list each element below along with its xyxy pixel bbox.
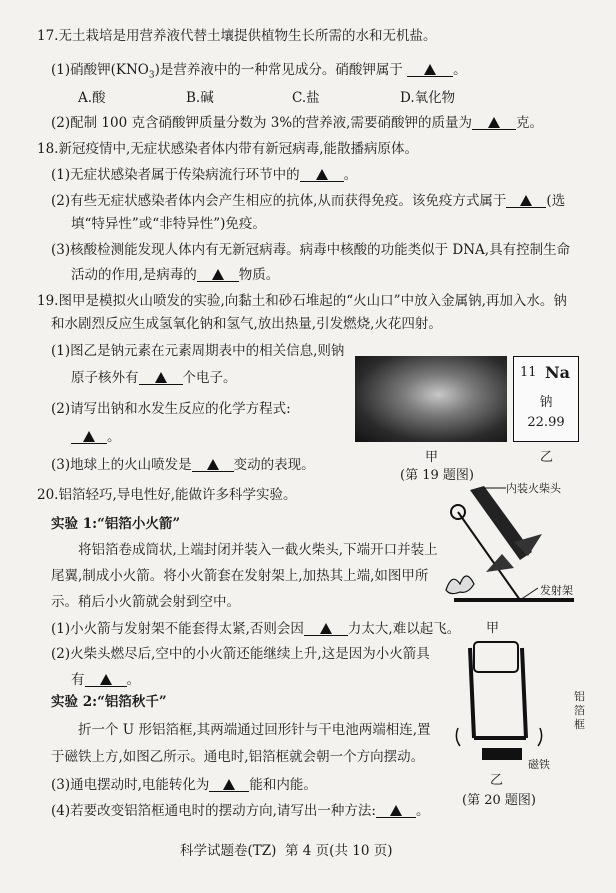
q17-option-b: B.碱 bbox=[186, 90, 214, 106]
answer-blank[interactable] bbox=[472, 114, 516, 130]
answer-blank[interactable] bbox=[197, 266, 239, 282]
answer-triangle-icon bbox=[520, 195, 532, 206]
answer-triangle-icon bbox=[83, 431, 95, 442]
q19-sub1-line2: 原子核外有 个电子。 bbox=[71, 370, 237, 386]
swing-arrow-icon bbox=[538, 728, 542, 746]
foil-frame-right bbox=[522, 648, 526, 738]
answer-triangle-icon bbox=[390, 805, 402, 816]
q18-sub3-line2: 活动的作用,是病毒的 物质。 bbox=[71, 267, 280, 283]
answer-triangle-icon bbox=[212, 269, 224, 280]
magnet bbox=[482, 748, 522, 760]
answer-triangle-icon bbox=[207, 459, 219, 470]
flame-icon bbox=[446, 576, 474, 594]
volcano-experiment-photo bbox=[355, 356, 507, 442]
q17-stem: 17.无土栽培是用营养液代替土壤提供植物生长所需的水和无机盐。 bbox=[37, 28, 437, 44]
q19-sub3: (3)地球上的火山喷发是 变动的表现。 bbox=[51, 457, 315, 473]
fig19-label-b: 乙 bbox=[540, 450, 554, 465]
answer-blank[interactable] bbox=[209, 776, 249, 792]
answer-triangle-icon bbox=[424, 64, 436, 75]
answer-blank[interactable] bbox=[71, 428, 107, 444]
q19-stem-line2: 和水剧烈反应生成氢氧化钠和氢气,放出热量,引发燃烧,火花四射。 bbox=[51, 316, 442, 332]
q17-sub2: (2)配制 100 克含硝酸钾质量分数为 3%的营养液,需要硝酸钾的质量为 克。 bbox=[51, 115, 543, 131]
q19-sub2-line1: (2)请写出钠和水发生反应的化学方程式: bbox=[51, 401, 291, 417]
foil-swing-diagram bbox=[452, 628, 572, 768]
fig20-label-launcher: 发射架 bbox=[540, 584, 573, 597]
q19-sub1-line1: (1)图乙是钠元素在元素周期表中的相关信息,则钠 bbox=[51, 343, 345, 359]
answer-blank[interactable] bbox=[304, 620, 348, 636]
atomic-mass: 22.99 bbox=[527, 415, 565, 430]
answer-triangle-icon bbox=[100, 674, 112, 685]
fig20-label-match-head: 内装火柴头 bbox=[506, 482, 561, 495]
q20-stem: 20.铝箔轻巧,导电性好,能做许多科学实验。 bbox=[37, 487, 297, 503]
q17-option-d: D.氧化物 bbox=[400, 90, 456, 106]
answer-triangle-icon bbox=[488, 117, 500, 128]
fig19-caption: (第 19 题图) bbox=[400, 468, 474, 483]
swing-arrow-icon bbox=[456, 728, 460, 746]
launcher-base bbox=[454, 598, 574, 602]
q20-sub2-line1: (2)火柴头燃尽后,空中的小火箭还能继续上升,这是因为小火箭具 bbox=[51, 646, 430, 662]
q20-exp1-line1: 将铝箔卷成筒状,上端封闭并装入一截火柴头,下端开口并装上 bbox=[78, 542, 438, 558]
q18-sub2-line1: (2)有些无症状感染者体内会产生相应的抗体,从而获得免疫。该免疫方式属于 (选 bbox=[51, 193, 566, 209]
q20-sub1: (1)小火箭与发射架不能套得太紧,否则会因 力太大,难以起飞。 bbox=[51, 621, 461, 637]
answer-triangle-icon bbox=[316, 169, 328, 180]
answer-blank[interactable] bbox=[407, 61, 453, 77]
q17-option-c: C.盐 bbox=[292, 90, 320, 106]
fig20-label-magnet: 磁铁 bbox=[528, 758, 550, 771]
fig20-label-a: 甲 bbox=[486, 621, 500, 636]
q20-sub3: (3)通电摆动时,电能转化为 能和内能。 bbox=[51, 777, 317, 793]
answer-blank[interactable] bbox=[85, 671, 127, 687]
fig20-label-foil-frame: 铝箔框 bbox=[574, 690, 585, 731]
fig19-label-a: 甲 bbox=[425, 450, 439, 465]
answer-triangle-icon bbox=[155, 372, 167, 383]
answer-blank[interactable] bbox=[192, 456, 234, 472]
q20-exp1-title: 实验 1:“铝箔小火箭” bbox=[51, 516, 181, 532]
q19-stem-line1: 19.图甲是模拟火山喷发的实验,向黏土和砂石堆起的“火山口”中放入金属钠,再加入水。钠 bbox=[37, 293, 567, 309]
q20-exp2-title: 实验 2:“铝箔秋千” bbox=[51, 694, 167, 710]
answer-blank[interactable] bbox=[376, 802, 416, 818]
q20-sub4: (4)若要改变铝箔框通电时的摆动方向,请写出一种方法: 。 bbox=[51, 803, 430, 819]
q18-stem: 18.新冠疫情中,无症状感染者体内带有新冠病毒,能散播病原体。 bbox=[37, 141, 419, 157]
q20-sub2-line2: 有 。 bbox=[71, 672, 140, 688]
q20-exp2-line2: 于磁铁上方,如图乙所示。通电时,铝箔框就会朝一个方向摆动。 bbox=[51, 749, 425, 765]
q20-exp1-line2: 尾翼,制成小火箭。将小火箭套在发射架上,加热其上端,如图甲所 bbox=[51, 568, 429, 584]
fig20-label-b: 乙 bbox=[490, 773, 504, 788]
element-name: 钠 bbox=[539, 395, 553, 410]
q18-sub2-line2: 填“特异性”或“非特异性”)免疫。 bbox=[71, 216, 266, 232]
answer-blank[interactable] bbox=[506, 192, 546, 208]
q17-sub1: (1)硝酸钾$(KNO_3)$是营养液中的一种常见成分。硝酸钾属于 。 bbox=[51, 62, 467, 81]
battery bbox=[474, 642, 518, 672]
q20-exp1-line3: 示。稍后小火箭就会射到空中。 bbox=[51, 594, 240, 610]
element-symbol: Na bbox=[545, 363, 570, 382]
page-footer: 科学试题卷(TZ) 第 4 页(共 10 页) bbox=[180, 843, 393, 859]
answer-triangle-icon bbox=[320, 623, 332, 634]
answer-triangle-icon bbox=[223, 779, 235, 790]
answer-blank[interactable] bbox=[139, 369, 183, 385]
sodium-element-card bbox=[513, 356, 579, 442]
atomic-number: 11 bbox=[520, 365, 537, 380]
q17-option-a: A.酸 bbox=[78, 90, 106, 106]
fig20-caption: (第 20 题图) bbox=[462, 793, 536, 808]
answer-blank[interactable] bbox=[300, 166, 344, 182]
q18-sub3-line1: (3)核酸检测能发现人体内有无新冠病毒。病毒中核酸的功能类似于 DNA,具有控制生命 bbox=[51, 242, 571, 258]
q19-sub2-line2: 。 bbox=[71, 428, 121, 446]
q20-exp2-line1: 折一个 U 形铝箔框,其两端通过回形针与干电池两端相连,置 bbox=[78, 722, 431, 738]
q18-sub1: (1)无症状感染者属于传染病流行环节中的 。 bbox=[51, 167, 358, 183]
